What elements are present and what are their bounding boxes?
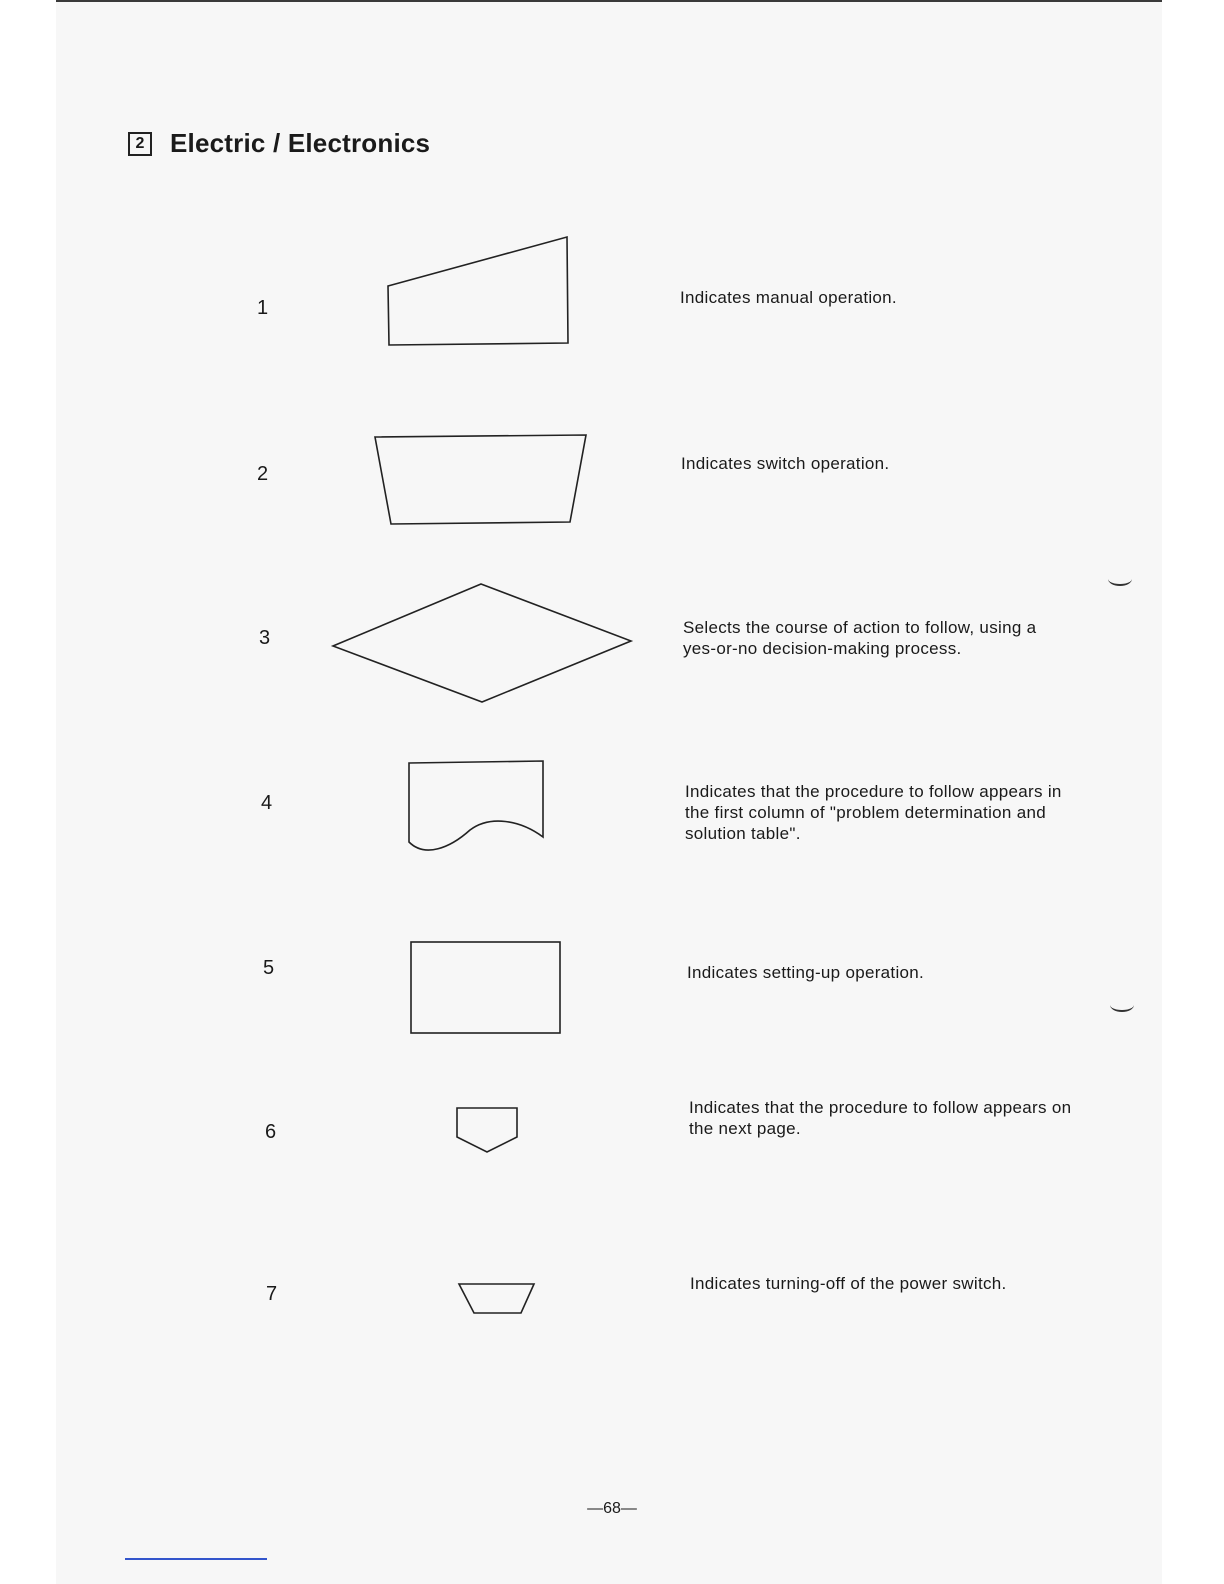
binding-mark bbox=[1108, 572, 1132, 586]
row-number: 5 bbox=[263, 957, 275, 979]
row-number: 4 bbox=[261, 792, 273, 814]
row-description: Indicates that the procedure to follow appears in the first column of "problem determination and solution table". bbox=[685, 782, 1062, 843]
binding-mark bbox=[1110, 998, 1134, 1012]
row-description: Indicates manual operation. bbox=[680, 288, 897, 307]
row-number: 3 bbox=[259, 627, 271, 649]
page-number: —68— bbox=[587, 1500, 637, 1517]
row-description: Indicates that the procedure to follow appears on the next page. bbox=[689, 1098, 1072, 1138]
row-description: Indicates setting-up operation. bbox=[687, 963, 925, 982]
manual-operation-symbol bbox=[388, 237, 568, 345]
row-description: Indicates turning-off of the power switch. bbox=[690, 1274, 1007, 1293]
document-symbol bbox=[409, 761, 543, 850]
power-off-symbol bbox=[459, 1284, 534, 1313]
row-number: 7 bbox=[266, 1283, 278, 1305]
process-symbol bbox=[411, 942, 560, 1033]
section-number-box: 2 bbox=[128, 132, 152, 156]
section-title: Electric / Electronics bbox=[170, 128, 431, 158]
row-number: 1 bbox=[257, 297, 269, 319]
row-number: 2 bbox=[257, 463, 269, 485]
decision-symbol bbox=[333, 584, 631, 702]
row-number: 6 bbox=[265, 1121, 277, 1143]
bottom-rule bbox=[125, 1558, 267, 1560]
off-page-connector-symbol bbox=[457, 1108, 517, 1152]
switch-operation-symbol bbox=[375, 435, 586, 524]
row-description: Selects the course of action to follow, using a yes-or-no decision-making process. bbox=[683, 618, 1037, 658]
row-description: Indicates switch operation. bbox=[681, 454, 890, 473]
